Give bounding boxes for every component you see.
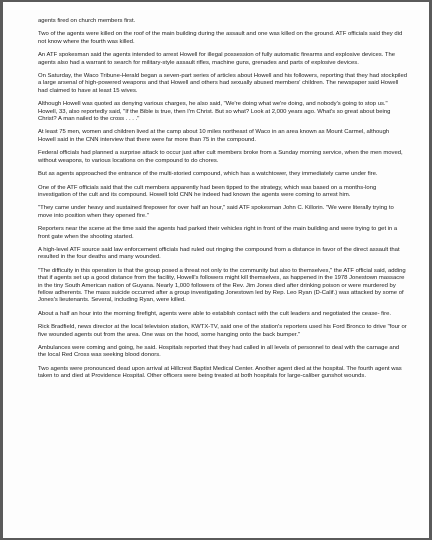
paragraph: "The difficulty in this operation is that the group posed a threat not only to the community but also to themselves," the ATF official said, adding that if agents set up a good distance from the facility, Howell's followers might kill themselves, as happened in the 1978 Jonestown massacre in the tiny South American nation of Guyana. Nearly 1,000 followers of the Rev. Jim Jones died after drinking poison or were murdered by fellow adherents. The mass suicide occurred after a group investigating Jonestown led by Rep. Leo Ryan (D-Calif.) was attacked by some of Jones's lieutenants. Several, including Ryan, were killed. bbox=[38, 267, 406, 304]
paragraph: A high-level ATF source said law enforcement officials had ruled out ringing the compound from a distance in favor of the direct assault that resulted in the four deaths and many wounded. bbox=[38, 246, 400, 261]
paragraph: About a half an hour into the morning firefight, agents were able to establish contact with the cult leaders and negotiated the cease- fire. bbox=[38, 310, 392, 317]
article-body bbox=[38, 18, 408, 387]
document-page bbox=[3, 2, 429, 538]
paragraph: Federal officials had planned a surprise attack to occur just after cult members broke from a Sunday morning service, when the men moved, without weapons, to various locations on the compound to do chores. bbox=[38, 150, 403, 164]
paragraph: At least 75 men, women and children lived at the camp about 10 miles northeast of Waco in an area known as Mount Carmel, although Howell said in the CNN interview that there were far more than 75 in the compound. bbox=[38, 129, 390, 143]
paragraph: An ATF spokesman said the agents intended to arrest Howell for illegal possession of fully automatic firearms and explosive devices. The agents also had a warrant to search for military-style assault rifles, machine guns, grenades and parts of explosive devices. bbox=[38, 52, 396, 66]
paragraph: Two agents were pronounced dead upon arrival at Hillcrest Baptist Medical Center. Another agent died at the hospital. The fourth agent was taken to and died at Providence Hospital. Other officers were being treated at both hospitals for large-caliber gunshot wounds. bbox=[38, 365, 402, 380]
paragraph: agents fired on church members first. bbox=[38, 18, 136, 24]
paragraph: On Saturday, the Waco Tribune-Herald began a seven-part series of articles about Howell and his followers, reporting that they had stockpiled a large arsenal of high-powered weapons and that Howell and others had sexually abused members' children. The newspaper said Howell had claimed to have at least 15 wives. bbox=[38, 73, 408, 94]
paragraph: But as agents approached the entrance of the multi-storied compound, which has a watchtower, they immediately came under fire. bbox=[38, 171, 378, 178]
paragraph: Ambulances were coming and going, he said. Hospitals reported that they had called in all levels of personnel to deal with the carnage and the local Red Cross was seeking blood donors. bbox=[38, 345, 400, 359]
paragraph: Although Howell was quoted as denying various charges, he also said, "We're doing what we're doing, and nobody's going to stop us." Howell, 33, also reportedly said, "If the Bible is true, then I'm Christ. But so what? Look at 2,000 years ago. What's so great about being Christ? A man nailed to the cross . . . ." bbox=[38, 101, 391, 123]
paragraph: "They came under heavy and sustained firepower for over half an hour," said ATF spokesman John C. Killorin. "We were literally trying to move into position when they opened fire." bbox=[38, 205, 394, 219]
paragraph: Rick Bradfield, news director at the local television station, KWTX-TV, said one of the station's reporters used his Ford Bronco to drive "four or five wounded agents out from the area. One was on the hood, some hanging onto the back bumper." bbox=[38, 324, 407, 338]
paragraph: Reporters near the scene at the time said the agents had parked their vehicles right in front of the main building and were trying to get in a front gate when the shooting started. bbox=[38, 226, 398, 240]
paragraph: Two of the agents were killed on the roof of the main building during the assault and one was killed on the ground. ATF officials said they did not know where the fourth was killed. bbox=[38, 31, 403, 45]
paragraph: One of the ATF officials said that the cult members apparently had been tipped to the strategy, which was based on a months-long investigation of the cult and its compound. Howell told CNN he indeed had known the agents were coming to arrest him. bbox=[38, 184, 377, 198]
